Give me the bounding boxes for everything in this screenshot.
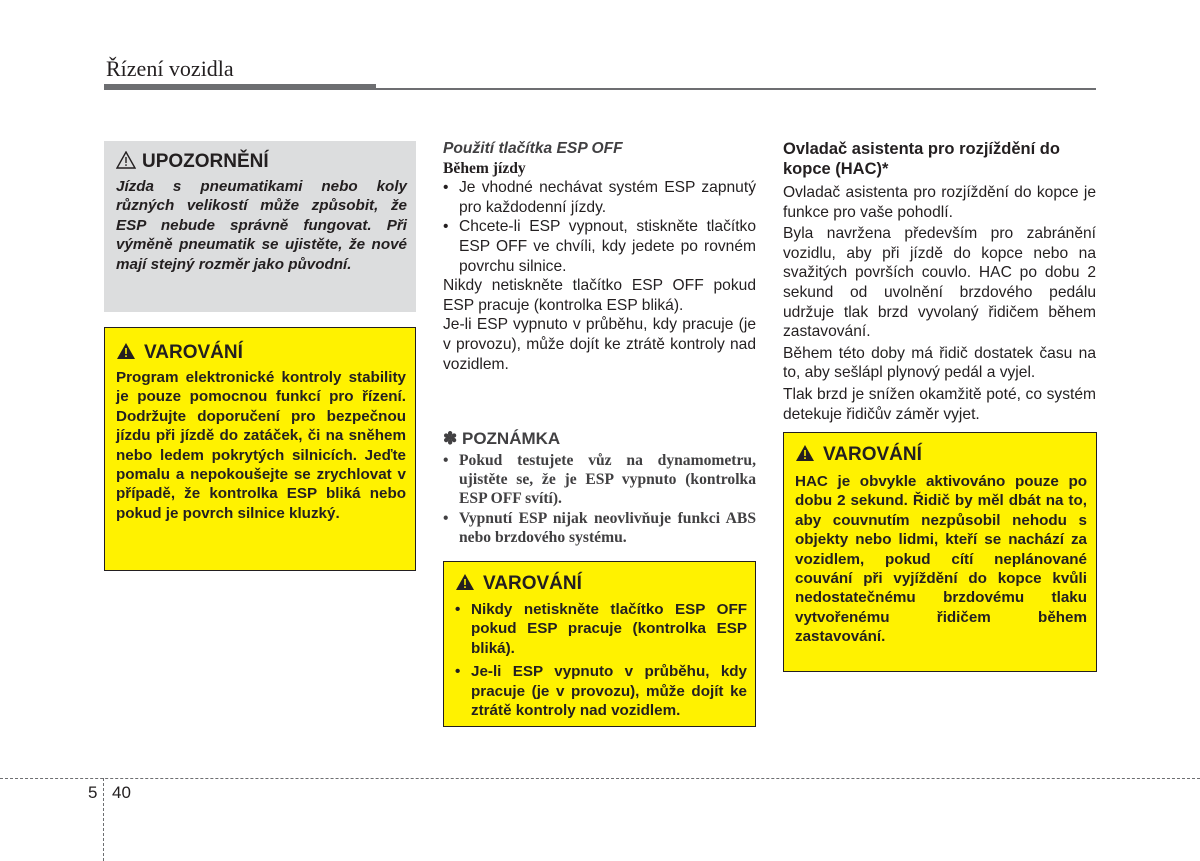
warning-title-text: VAROVÁNÍ [483, 573, 582, 594]
asterisk-note-icon: ✽ [443, 429, 458, 448]
warning-bullets [455, 600, 747, 720]
esp-off-subhead: Použití tlačítka ESP OFF [443, 140, 623, 157]
esp-off-bullets [443, 178, 756, 276]
paragraph: Nikdy netiskněte tlačítko ESP OFF pokud ESP pracuje (kontrolka ESP bliká). [443, 277, 756, 314]
list-item: • Je-li ESP vypnuto v průběhu, kdy pracuje (je v provozu), může dojít ke ztrátě kontroly nad vozidlem. [455, 663, 747, 720]
caution-outline-triangle-icon [116, 151, 136, 169]
page-number: 40 [112, 783, 131, 802]
hac-section [783, 139, 1096, 426]
warning-title [795, 444, 922, 466]
note-section [443, 429, 756, 548]
caution-text: Jízda s pneumatikami nebo koly různých velikostí může způsobit, že ESP nebude správně fungovat. Při výměně pneumatik se ujistěte, že nové mají stejný rozměr jako původní. [116, 178, 407, 273]
warning-title [455, 573, 582, 595]
while-driving-subhead: Během jízdy [443, 159, 526, 177]
paragraph: Je-li ESP vypnuto v průběhu, kdy pracuje (je v provozu), může dojít ke ztrátě kontroly nad vozidlem. [443, 316, 756, 373]
warning-text: Program elektronické kontroly stability je pouze pomocnou funkcí pro řízení. Dodržujte doporučení pro bezpečnou jízdu při jízdě do zatáček, či na sněhem nebo ledem pokrytých silnicích. Jeďte pomalu a nepokoušejte se zrychlovat v případě, že kontrolka ESP bliká nebo pokud je povrch silnice kluzký. [116, 369, 406, 522]
warning-box-esp-off [443, 561, 756, 727]
paragraph: Ovladač asistenta pro rozjíždění do kopce je funkce pro vaše pohodlí. [783, 184, 1096, 221]
list-item: • Je vhodné nechávat systém ESP zapnutý pro každodenní jízdy. [443, 179, 756, 216]
caution-title-text: UPOZORNĚNÍ [142, 151, 269, 172]
warning-box-esp-assist [104, 327, 416, 571]
warning-title [116, 342, 243, 364]
list-item: • Pokud testujete vůz na dynamometru, ujistěte se, že je ESP vypnuto (kontrolka ESP OFF svítí). [443, 451, 756, 508]
caution-title [116, 151, 269, 173]
paragraph: Byla navržena především pro zabránění vozidlu, aby při jízdě do kopce nebo na svažitých površích couvlo. HAC po dobu 2 sekund od uvolnění brzdového pedálu udržuje tlak brzd vyvolaný řidičem během zastavování. [783, 225, 1096, 341]
chapter-number: 5 [88, 783, 98, 802]
warning-triangle-icon [455, 573, 475, 591]
warning-text: HAC je obvykle aktivováno pouze po dobu 2 sekund. Řidič by měl dbát na to, aby couvnutím nezpůsobil nehodu s objekty nebo lidmi, kteří se nachází za vozidlem, pokud cítí neplánované couvání při vyjíždění do kopce kvůli nedostatečnému brzdovému tlaku vytvořenému řidičem během zastavování. [795, 473, 1087, 646]
warning-box-hac [783, 432, 1097, 672]
warning-triangle-icon [795, 444, 815, 462]
esp-off-section [443, 139, 756, 374]
header-rule-thick [104, 84, 376, 90]
paragraph: Tlak brzd je snížen okamžitě poté, co systém detekuje řidičův záměr vyjet. [783, 385, 1096, 423]
note-title: ✽ POZNÁMKA [443, 429, 561, 448]
footer-vertical-dashed-rule [103, 778, 104, 861]
footer-dashed-rule [0, 778, 1200, 779]
list-item: • Chcete-li ESP vypnout, stiskněte tlačítko ESP OFF ve chvíli, kdy jedete po rovném povrchu silnice. [443, 218, 756, 275]
warning-triangle-icon [116, 342, 136, 360]
header-rule-thin [376, 88, 1096, 90]
page-header-title: Řízení vozidla [106, 56, 234, 81]
caution-box [104, 141, 416, 312]
warning-title-text: VAROVÁNÍ [144, 342, 243, 363]
note-bullets [443, 451, 756, 548]
paragraph: Během této doby má řidič dostatek času na to, aby sešlápl plynový pedál a vyjel. [783, 344, 1096, 382]
warning-title-text: VAROVÁNÍ [823, 444, 922, 465]
list-item: • Vypnutí ESP nijak neovlivňuje funkci ABS nebo brzdového systému. [443, 509, 756, 547]
hac-heading: Ovladač asistenta pro rozjíždění do kopce (HAC)* [783, 140, 1060, 178]
list-item: • Nikdy netiskněte tlačítko ESP OFF pokud ESP pracuje (kontrolka ESP bliká). [455, 601, 747, 657]
